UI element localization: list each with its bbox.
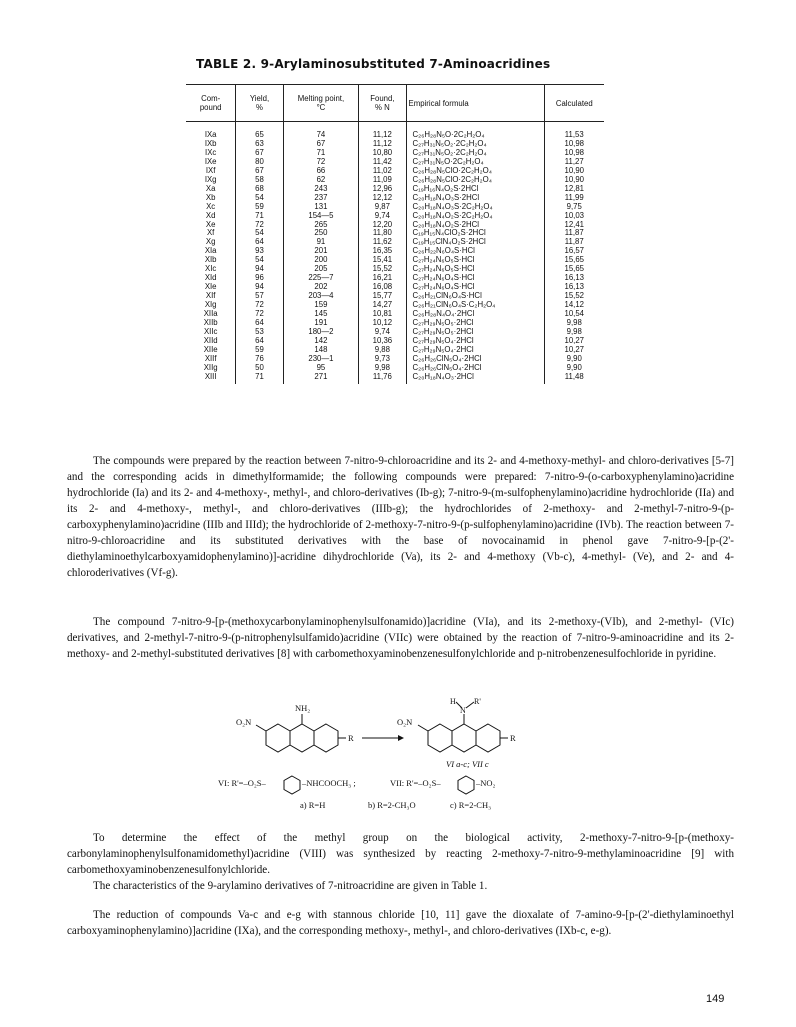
cell-yield: 64 bbox=[236, 337, 283, 346]
cell-compound: XIb bbox=[204, 255, 217, 265]
cell-yield: 67 bbox=[236, 167, 283, 176]
table-row bbox=[186, 328, 604, 337]
cell-yield: 94 bbox=[236, 283, 283, 292]
cell-compound: Xg bbox=[205, 237, 216, 247]
cell-melting-point: 95 bbox=[283, 364, 359, 373]
header-compound: Com- pound bbox=[186, 85, 236, 122]
cell-found: 10,80 bbox=[359, 149, 406, 158]
cell-calculated: 9,98 bbox=[544, 319, 604, 328]
table-row bbox=[186, 194, 604, 203]
paragraph-4: The characteristics of the 9-arylamino derivatives of 7-nitroacridine are given in Table 1. bbox=[93, 880, 488, 892]
cell-yield: 53 bbox=[236, 328, 283, 337]
table-row bbox=[186, 355, 604, 364]
cell-calculated: 11,87 bbox=[544, 238, 604, 247]
cell-empirical-formula: C₂₆H₂₁ClN₆O₄S·HCl bbox=[406, 292, 544, 301]
cell-melting-point: 271 bbox=[283, 373, 359, 384]
table-header-row bbox=[186, 85, 604, 122]
cell-empirical-formula: C₁₉H₁₅N₄ClO₂S·2HCl bbox=[406, 229, 544, 238]
cell-yield: 59 bbox=[236, 203, 283, 212]
cell-found: 11,42 bbox=[359, 158, 406, 167]
cell-yield: 80 bbox=[236, 158, 283, 167]
cell-calculated: 10,90 bbox=[544, 176, 604, 185]
cell-empirical-formula: C₂₆H₂₁ClN₆O₄S·C₂H₂O₄ bbox=[406, 301, 544, 310]
cell-calculated: 10,27 bbox=[544, 337, 604, 346]
vi-benzene-ring bbox=[284, 776, 300, 794]
cell-compound: Xb bbox=[205, 192, 216, 202]
cell-melting-point: 159 bbox=[283, 301, 359, 310]
cell-calculated: 11,53 bbox=[544, 122, 604, 140]
cell-compound: XIIf bbox=[204, 353, 217, 363]
cell-found: 10,81 bbox=[359, 310, 406, 319]
cell-compound: Xd bbox=[205, 210, 216, 220]
paragraph-5: The reduction of compounds Va-c and e-g with stannous chloride [10, 11] gave the dioxalate of 7-amino-9-[p-(2'-diethylaminoethyl carboxyaminophenylamino)]acridine (IXa), and the corresponding methoxy-, methyl-, and chloro-derivatives (IXb-c, e-g). bbox=[67, 909, 734, 937]
r-left-label: R bbox=[348, 733, 354, 743]
table-body bbox=[186, 122, 604, 384]
cell-melting-point: 225—7 bbox=[283, 274, 359, 283]
cell-calculated: 10,03 bbox=[544, 212, 604, 221]
table-title: TABLE 2. 9-Arylaminosubstituted 7-Aminoacridines bbox=[196, 57, 551, 71]
cell-found: 11,12 bbox=[359, 122, 406, 140]
results-table bbox=[186, 84, 604, 384]
cell-compound: XIf bbox=[205, 291, 216, 301]
cell-yield: 63 bbox=[236, 140, 283, 149]
table-row bbox=[186, 122, 604, 140]
table-row bbox=[186, 364, 604, 373]
n-label: N bbox=[460, 706, 466, 715]
cell-yield: 93 bbox=[236, 247, 283, 256]
cell-calculated: 9,90 bbox=[544, 355, 604, 364]
cell-found: 9,87 bbox=[359, 203, 406, 212]
cell-calculated: 15,52 bbox=[544, 292, 604, 301]
table-row bbox=[186, 229, 604, 238]
cell-compound: IXe bbox=[204, 156, 217, 166]
cell-calculated: 11,27 bbox=[544, 158, 604, 167]
cell-empirical-formula: C₁₉H₁₅ClN₄O₂S·2HCl bbox=[406, 238, 544, 247]
vi-definition: VI: R'=–O₂S– bbox=[218, 778, 266, 788]
cell-empirical-formula: C₂₇H₃₁N₅O₂·2C₂H₂O₄ bbox=[406, 149, 544, 158]
cell-yield: 65 bbox=[236, 122, 283, 140]
cell-compound: XIII bbox=[204, 371, 217, 381]
cell-yield: 54 bbox=[236, 194, 283, 203]
cell-empirical-formula: C₂₀H₁₈N₄O₂S·2C₂H₂O₄ bbox=[406, 212, 544, 221]
h-label: H bbox=[450, 698, 456, 706]
paragraph-1: The compounds were prepared by the reaction between 7-nitro-9-chloroacridine and its 2- and 4-methoxy-methyl- and chloro-derivatives [5-7] and the corresponding acids in dimethylformamide; the following compounds were prepared: 7-nitro-9-(o-carboxyphenylamino)acridine hydrochloride (Ia) and its 2- and 4-methoxy-, methyl-, and chloro-derivatives (Ib-g); 7-nitro-9-(m-sulfophenylamino)acridine hydrochloride (IIa) and its 2- and 4-methoxy-, methyl-, and chloro-derivatives (IIIb-g); the hydrochlorides of 2-methoxy- and 2-methyl-7-nitro-9-(p-carboxyphenylamino)acridine (IIIb and IIId); the hydrochloride of 2-methoxy-7-nitro-9-(p-sulfophenylamino)acridine (IVb). The reaction between 7-nitro-9-chloroacridine and its substituted derivatives with the base of novocainamid in phenol gave 7-nitro-9-[p-(2'-diethylaminoethylcarboxyamidophenylamino)]-acridine dihydrochloride (Va), its 2- and 4-methoxy (Vb-c), 4-methyl- (Ve), and 2- and 4-chloroderivatives (Vf-g). bbox=[67, 455, 734, 579]
cell-compound: XId bbox=[204, 273, 217, 283]
cell-yield: 72 bbox=[236, 310, 283, 319]
cell-empirical-formula: C₂₇H₃₁N₅O₂·2C₂H₂O₄ bbox=[406, 140, 544, 149]
cell-melting-point: 200 bbox=[283, 256, 359, 265]
cell-calculated: 14,12 bbox=[544, 301, 604, 310]
cell-found: 11,02 bbox=[359, 167, 406, 176]
cell-calculated: 15,65 bbox=[544, 256, 604, 265]
cell-compound: XIc bbox=[205, 264, 217, 274]
cell-found: 16,08 bbox=[359, 283, 406, 292]
cell-empirical-formula: C₂₆H₂₈N₅ClO·2C₂H₂O₄ bbox=[406, 167, 544, 176]
table-row bbox=[186, 149, 604, 158]
cell-melting-point: 72 bbox=[283, 158, 359, 167]
reactant-structure bbox=[256, 714, 346, 752]
cell-found: 9,98 bbox=[359, 364, 406, 373]
cell-calculated: 16,57 bbox=[544, 247, 604, 256]
table-row bbox=[186, 247, 604, 256]
table-row bbox=[186, 203, 604, 212]
header-yield: Yield, % bbox=[236, 85, 283, 122]
vii-definition: VII: R'=–O₂S– bbox=[390, 778, 441, 788]
cell-empirical-formula: C₁₉H₁₆N₄O₂S·2HCl bbox=[406, 185, 544, 194]
cell-found: 11,76 bbox=[359, 373, 406, 384]
cell-empirical-formula: C₂₇H₂₄N₆O₄S·HCl bbox=[406, 283, 544, 292]
cell-empirical-formula: C₂₇H₂₄N₆O₅S·HCl bbox=[406, 265, 544, 274]
cell-melting-point: 203—4 bbox=[283, 292, 359, 301]
cell-melting-point: 180—2 bbox=[283, 328, 359, 337]
cell-found: 9,73 bbox=[359, 355, 406, 364]
cell-empirical-formula: C₂₇H₂₉N₅O₄·2HCl bbox=[406, 337, 544, 346]
cell-yield: 54 bbox=[236, 229, 283, 238]
cell-melting-point: 145 bbox=[283, 310, 359, 319]
cell-melting-point: 62 bbox=[283, 176, 359, 185]
table-row bbox=[186, 238, 604, 247]
cell-yield: 50 bbox=[236, 364, 283, 373]
cell-empirical-formula: C₂₀H₁₈N₄O₂S·2HCl bbox=[406, 221, 544, 230]
cell-found: 15,41 bbox=[359, 256, 406, 265]
header-melting-point: Melting point, °C bbox=[283, 85, 359, 122]
cell-compound: Xe bbox=[205, 219, 216, 229]
cell-found: 10,36 bbox=[359, 337, 406, 346]
cell-compound: XIa bbox=[204, 246, 217, 256]
cell-found: 15,52 bbox=[359, 265, 406, 274]
cell-found: 9,88 bbox=[359, 346, 406, 355]
cell-found: 12,96 bbox=[359, 185, 406, 194]
cell-melting-point: 201 bbox=[283, 247, 359, 256]
cell-yield: 68 bbox=[236, 185, 283, 194]
cell-yield: 71 bbox=[236, 212, 283, 221]
cell-yield: 64 bbox=[236, 238, 283, 247]
cell-found: 11,12 bbox=[359, 140, 406, 149]
cell-melting-point: 148 bbox=[283, 346, 359, 355]
cell-melting-point: 142 bbox=[283, 337, 359, 346]
vii-benzene-ring bbox=[458, 776, 474, 794]
cell-melting-point: 191 bbox=[283, 319, 359, 328]
cell-yield: 57 bbox=[236, 292, 283, 301]
cell-found: 14,27 bbox=[359, 301, 406, 310]
header-empirical-formula: Empirical formula bbox=[406, 85, 544, 122]
cell-yield: 59 bbox=[236, 346, 283, 355]
cell-calculated: 10,98 bbox=[544, 140, 604, 149]
cell-found: 11,09 bbox=[359, 176, 406, 185]
cell-yield: 72 bbox=[236, 301, 283, 310]
cell-melting-point: 265 bbox=[283, 221, 359, 230]
cell-compound: Xf bbox=[206, 228, 215, 238]
cell-calculated: 9,98 bbox=[544, 328, 604, 337]
cell-yield: 71 bbox=[236, 373, 283, 384]
cell-calculated: 16,13 bbox=[544, 274, 604, 283]
cell-compound: XIg bbox=[204, 300, 217, 310]
cell-melting-point: 202 bbox=[283, 283, 359, 292]
table-row bbox=[186, 301, 604, 310]
cell-found: 10,12 bbox=[359, 319, 406, 328]
table-row bbox=[186, 158, 604, 167]
cell-found: 11,80 bbox=[359, 229, 406, 238]
product-label: VI a-c; VII c bbox=[446, 759, 489, 769]
cell-calculated: 11,99 bbox=[544, 194, 604, 203]
cell-calculated: 11,87 bbox=[544, 229, 604, 238]
cell-empirical-formula: C₂₀H₁₈N₄O₃S·2C₂H₂O₄ bbox=[406, 203, 544, 212]
cell-empirical-formula: C₂₇H₂₄N₆O₅S·HCl bbox=[406, 256, 544, 265]
cell-found: 9,74 bbox=[359, 328, 406, 337]
cell-compound: Xa bbox=[205, 183, 216, 193]
variant-a: a) R=H bbox=[300, 800, 326, 810]
cell-empirical-formula: C₂₆H₂₈N₅ClO·2C₂H₂O₄ bbox=[406, 176, 544, 185]
cell-yield: 54 bbox=[236, 256, 283, 265]
cell-melting-point: 154—5 bbox=[283, 212, 359, 221]
cell-melting-point: 66 bbox=[283, 167, 359, 176]
cell-yield: 67 bbox=[236, 149, 283, 158]
table-row bbox=[186, 176, 604, 185]
cell-empirical-formula: C₂₇H₂₉N₅O₅·2HCl bbox=[406, 328, 544, 337]
o2n-right-label: O₂N bbox=[397, 717, 413, 727]
cell-empirical-formula: C₂₀H₁₈N₄O₃·2HCl bbox=[406, 373, 544, 384]
table-row bbox=[186, 373, 604, 384]
cell-melting-point: 230—1 bbox=[283, 355, 359, 364]
header-calculated: Calculated bbox=[544, 85, 604, 122]
cell-compound: IXa bbox=[204, 130, 217, 139]
cell-empirical-formula: C₂₆H₂₈N₅O·2C₂H₂O₄ bbox=[406, 122, 544, 140]
cell-compound: XIIb bbox=[203, 318, 218, 328]
cell-melting-point: 131 bbox=[283, 203, 359, 212]
o2n-left-label: O₂N bbox=[236, 717, 252, 727]
cell-melting-point: 67 bbox=[283, 140, 359, 149]
cell-compound: IXb bbox=[204, 138, 217, 148]
cell-yield: 94 bbox=[236, 265, 283, 274]
table-row bbox=[186, 221, 604, 230]
cell-empirical-formula: C₂₆H₂₈N₄O₄·2HCl bbox=[406, 310, 544, 319]
cell-melting-point: 243 bbox=[283, 185, 359, 194]
cell-empirical-formula: C₂₇H₃₁N₅O·2C₂H₂O₄ bbox=[406, 158, 544, 167]
cell-compound: XIIa bbox=[203, 309, 218, 319]
cell-found: 15,77 bbox=[359, 292, 406, 301]
cell-compound: IXg bbox=[204, 174, 217, 184]
cell-yield: 58 bbox=[236, 176, 283, 185]
cell-empirical-formula: C₂₇H₂₉N₅O₅·2HCl bbox=[406, 319, 544, 328]
cell-compound: XIe bbox=[204, 282, 217, 292]
table-row bbox=[186, 310, 604, 319]
cell-compound: XIIe bbox=[203, 344, 218, 354]
cell-empirical-formula: C₂₀H₁₈N₄O₃S·2HCl bbox=[406, 194, 544, 203]
vi-tail: –NHCOOCH₃ ; bbox=[302, 778, 356, 788]
table-row bbox=[186, 256, 604, 265]
cell-melting-point: 74 bbox=[283, 122, 359, 140]
cell-empirical-formula: C₂₆H₂₆ClN₅O₄·2HCl bbox=[406, 355, 544, 364]
cell-found: 16,21 bbox=[359, 274, 406, 283]
page-number: 149 bbox=[706, 993, 725, 1005]
variant-c: c) R=2-CH₃ bbox=[450, 800, 492, 810]
header-found: Found, % N bbox=[359, 85, 406, 122]
table-row bbox=[186, 283, 604, 292]
cell-yield: 76 bbox=[236, 355, 283, 364]
cell-yield: 72 bbox=[236, 221, 283, 230]
cell-melting-point: 71 bbox=[283, 149, 359, 158]
cell-empirical-formula: C₂₆H₂₆ClN₅O₄·2HCl bbox=[406, 364, 544, 373]
cell-melting-point: 205 bbox=[283, 265, 359, 274]
table-row bbox=[186, 346, 604, 355]
cell-yield: 96 bbox=[236, 274, 283, 283]
table-row bbox=[186, 319, 604, 328]
cell-found: 9,74 bbox=[359, 212, 406, 221]
cell-calculated: 10,90 bbox=[544, 167, 604, 176]
table-row bbox=[186, 337, 604, 346]
cell-empirical-formula: C₂₇H₂₄N₆O₄S·HCl bbox=[406, 274, 544, 283]
cell-yield: 64 bbox=[236, 319, 283, 328]
table-row bbox=[186, 265, 604, 274]
cell-found: 16,35 bbox=[359, 247, 406, 256]
cell-compound: IXf bbox=[205, 165, 216, 175]
nh2-label: NH₂ bbox=[295, 703, 311, 713]
table-row bbox=[186, 167, 604, 176]
cell-found: 12,20 bbox=[359, 221, 406, 230]
cell-compound: XIIc bbox=[203, 326, 218, 336]
table-row bbox=[186, 185, 604, 194]
cell-melting-point: 91 bbox=[283, 238, 359, 247]
cell-compound: IXc bbox=[205, 147, 217, 157]
cell-calculated: 16,13 bbox=[544, 283, 604, 292]
cell-melting-point: 237 bbox=[283, 194, 359, 203]
cell-calculated: 9,90 bbox=[544, 364, 604, 373]
cell-empirical-formula: C₂₇H₂₉N₅O₄·2HCl bbox=[406, 346, 544, 355]
cell-calculated: 15,65 bbox=[544, 265, 604, 274]
cell-calculated: 10,27 bbox=[544, 346, 604, 355]
table-row bbox=[186, 212, 604, 221]
variant-b: b) R=2-CH₃O bbox=[368, 800, 416, 810]
cell-compound: XIId bbox=[203, 335, 218, 345]
cell-calculated: 12,81 bbox=[544, 185, 604, 194]
table-row bbox=[186, 274, 604, 283]
table-row bbox=[186, 292, 604, 301]
cell-calculated: 12,41 bbox=[544, 221, 604, 230]
cell-found: 11,62 bbox=[359, 238, 406, 247]
cell-calculated: 10,98 bbox=[544, 149, 604, 158]
cell-calculated: 9,75 bbox=[544, 203, 604, 212]
cell-melting-point: 250 bbox=[283, 229, 359, 238]
cell-compound: XIIg bbox=[203, 362, 218, 372]
reaction-scheme bbox=[190, 698, 590, 816]
paragraph-3: To determine the effect of the methyl group on the biological activity, 2-methoxy-7-nitro-9-[p-(methoxy-carbonylaminophenylsulfonamidomethyl)acridine (VIII) was synthesized by reacting 2-methoxy-7-nitro-9-methylaminoacridine [9] with carbomethoxyaminobenzenesulfonylchloride. bbox=[67, 832, 734, 876]
r-prime-label: R' bbox=[474, 698, 481, 706]
table-row bbox=[186, 140, 604, 149]
paragraph-2: The compound 7-nitro-9-[p-(methoxycarbonylaminophenylsulfonamido)]acridine (VIa), and its 2-methoxy-(VIb), and 2-methyl- (VIc) derivatives, and 2-methyl-7-nitro-9-(p-nitrophenylsulfamido)acridine (VIIc) were obtained by the reaction of 7-nitro-9-aminoacridine and its 2-methoxy- and 2-methyl-substituted derivatives [8] with carbomethoxyaminobenzenesulfonylchloride and p-nitrobenzenesulfochloride in pyridine. bbox=[67, 616, 734, 660]
cell-empirical-formula: C₂₆H₂₂N₆O₄S·HCl bbox=[406, 247, 544, 256]
r-right-label: R bbox=[510, 733, 516, 743]
cell-calculated: 10,54 bbox=[544, 310, 604, 319]
cell-calculated: 11,48 bbox=[544, 373, 604, 384]
cell-compound: Xc bbox=[206, 201, 216, 211]
cell-found: 12,12 bbox=[359, 194, 406, 203]
vii-tail: –NO₂ bbox=[476, 778, 496, 788]
